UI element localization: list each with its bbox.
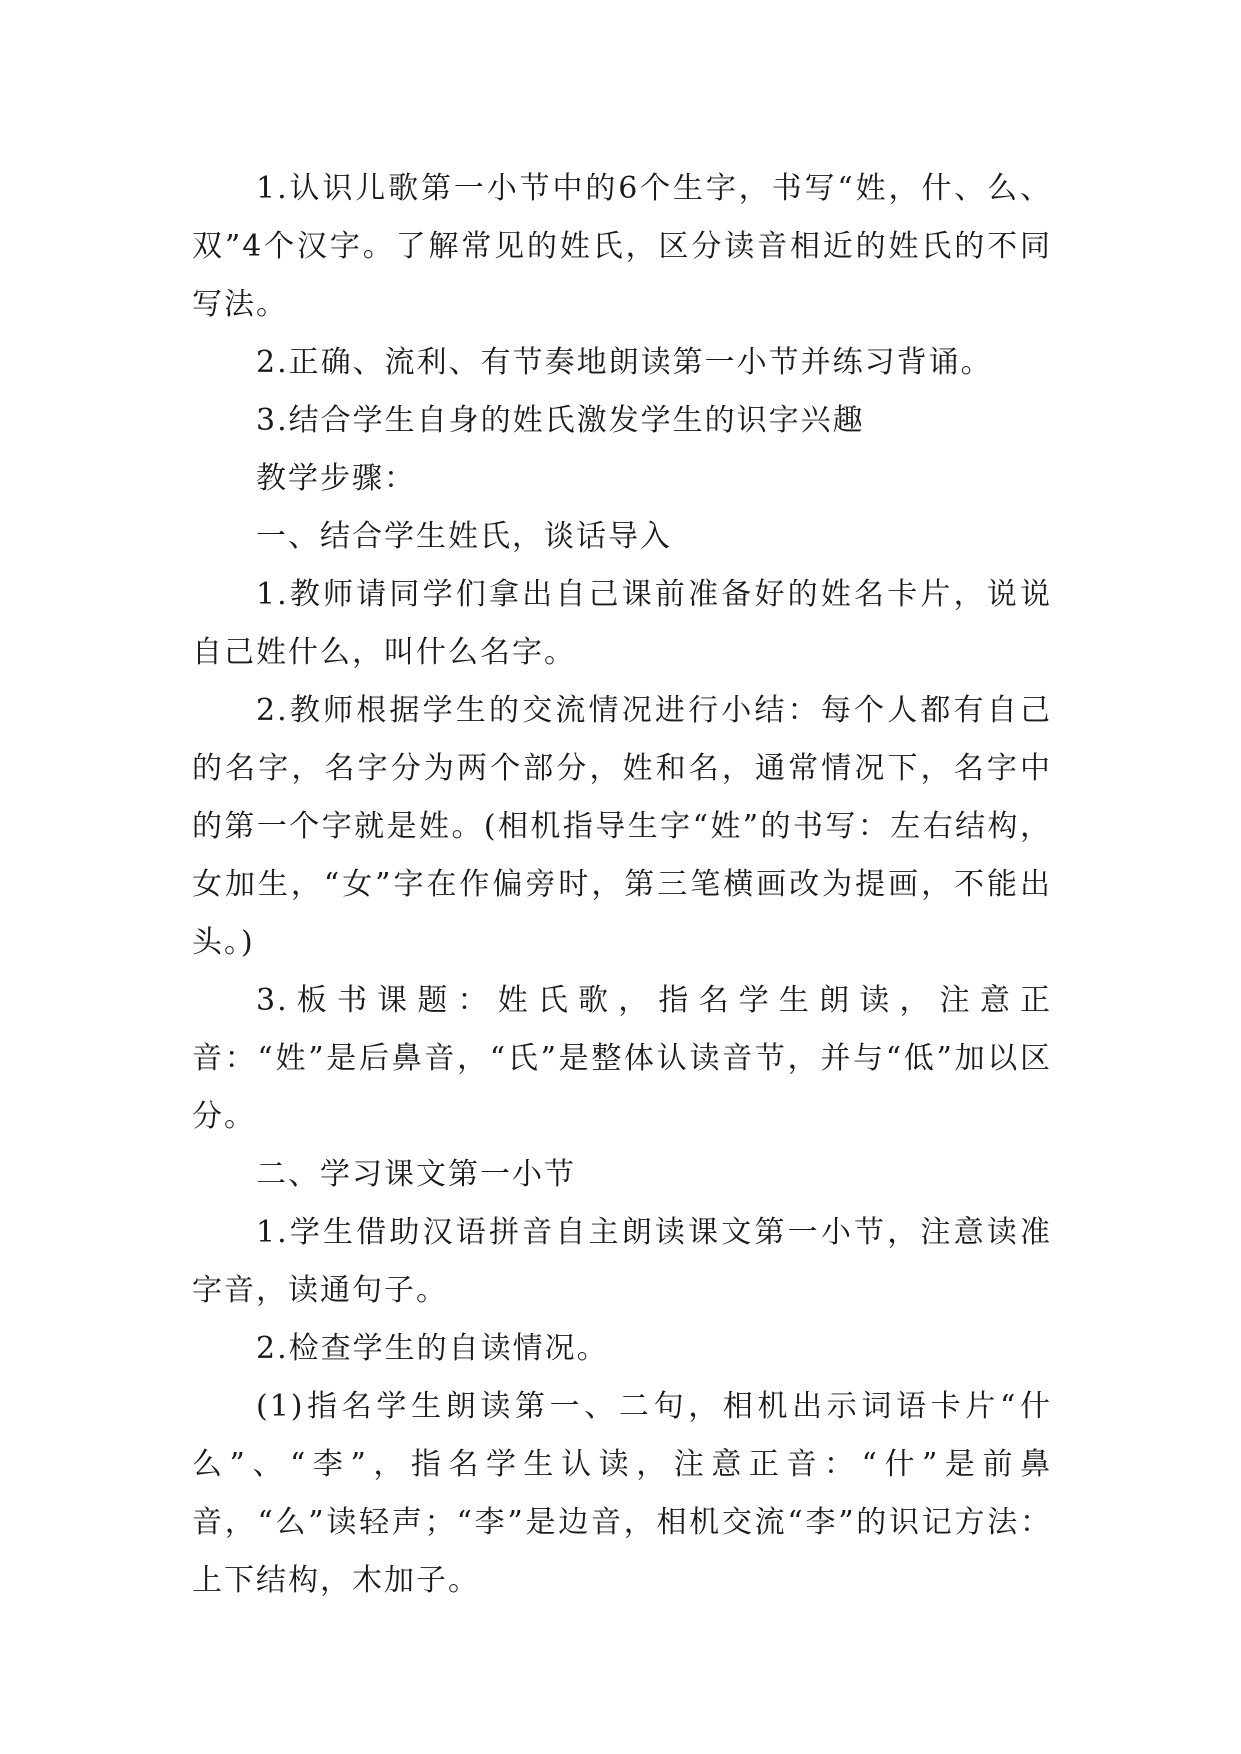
step-1-2-paragraph: 2.教师根据学生的交流情况进行小结：每个人都有自己的名字，名字分为两个部分，姓和名，通常情况下，名字中的第一个字就是姓。(相机指导生字“姓”的书写：左右结构，女加生，“女”字在作偏旁时，第三笔横画改为提画，不能出头。)	[192, 693, 1052, 960]
section-1-heading: 一、结合学生姓氏，谈话导入	[256, 519, 672, 554]
step-1-1-paragraph: 1.教师请同学们拿出自己课前准备好的姓名卡片，说说自己姓什么，叫什么名字。	[192, 577, 1052, 670]
objective-2-paragraph: 2.正确、流利、有节奏地朗读第一小节并练习背诵。	[256, 345, 993, 380]
step-1-3-paragraph: 3.板书课题：姓氏歌，指名学生朗读，注意正音：“姓”是后鼻音，“氏”是整体认读音节，并与“低”加以区分。	[192, 983, 1052, 1134]
objective-3-paragraph: 3.结合学生自身的姓氏激发学生的识字兴趣	[256, 403, 865, 438]
step-2-1-paragraph: 1.学生借助汉语拼音自主朗读课文第一小节，注意读准字音，读通句子。	[192, 1215, 1052, 1308]
teaching-steps-heading: 教学步骤：	[256, 461, 416, 496]
step-2-2-1-paragraph: (1)指名学生朗读第一、二句，相机出示词语卡片“什么”、“李”，指名学生认读，注意正音：“什”是前鼻音，“么”读轻声；“李”是边音，相机交流“李”的识记方法：上下结构，木加子。	[192, 1389, 1052, 1598]
document-body	[192, 160, 1052, 1610]
step-2-2-paragraph: 2.检查学生的自读情况。	[256, 1331, 609, 1366]
objective-1-paragraph: 1.认识儿歌第一小节中的6个生字，书写“姓，什、么、双”4个汉字。了解常见的姓氏，区分读音相近的姓氏的不同写法。	[192, 171, 1052, 322]
section-2-heading: 二、学习课文第一小节	[256, 1157, 576, 1192]
